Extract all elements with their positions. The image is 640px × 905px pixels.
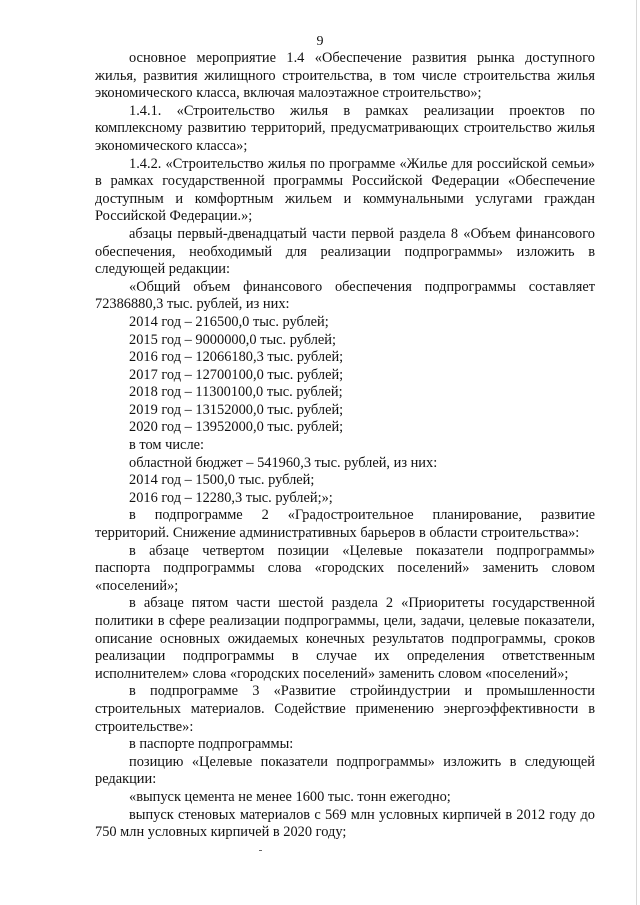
paragraph: выпуск стеновых материалов с 569 млн условных кирпичей в 2012 году до 750 млн условных кирпичей в 2020 году; <box>95 806 595 841</box>
funding-line: 2015 год – 9000000,0 тыс. рублей; <box>129 331 336 348</box>
funding-line: 2016 год – 12066180,3 тыс. рублей; <box>129 349 344 366</box>
paragraph: в абзаце пятом части шестой раздела 2 «Приоритеты государственной политики в сфере реализации подпрограммы, цели, задачи, целевые показатели, описание основных ожидаемых конечных результатов подпрограммы, сроков реализации подпрограммы в случае их определения ответственным исполнителем» слова «городских поселений» заменить словом «поселений»; <box>95 595 595 682</box>
funding-line: 2020 год – 13952000,0 тыс. рублей; <box>129 419 344 436</box>
paragraph: «выпуск цемента не менее 1600 тыс. тонн ежегодно; <box>129 788 451 805</box>
paragraph: основное мероприятие 1.4 «Обеспечение развития рынка доступного жилья, развития жилищного строительства, в том числе строительства жилья экономического класса, включая малоэтажное строительство»; <box>95 50 595 102</box>
funding-line: 2017 год – 12700100,0 тыс. рублей; <box>129 366 344 383</box>
funding-line: 2014 год – 216500,0 тыс. рублей; <box>129 313 329 330</box>
document-body <box>95 50 595 842</box>
paragraph: 1.4.2. «Строительство жилья по программе «Жилье для российской семьи» в рамках государственной программы Российской Федерации «Обеспечение доступным и комфортным жильем и коммунальными услугами граждан Российской Федерации.»; <box>95 155 595 225</box>
funding-line: областной бюджет – 541960,3 тыс. рублей, из них: <box>129 454 438 471</box>
funding-list <box>95 314 595 508</box>
paragraph: в подпрограмме 2 «Градостроительное планирование, развитие территорий. Снижение административных барьеров в области строительства»: <box>95 507 595 542</box>
paragraph: «Общий объем финансового обеспечения подпрограммы составляет 72386880,3 тыс. рублей, из них: <box>95 278 595 313</box>
paragraph: позицию «Целевые показатели подпрограммы» изложить в следующей редакции: <box>95 753 595 788</box>
paragraph: 1.4.1. «Строительство жилья в рамках реализации проектов по комплексному развитию территорий, предусматривающих строительство жилья экономического класса»; <box>95 102 595 154</box>
scan-edge <box>636 0 637 905</box>
paragraph: в паспорте подпрограммы: <box>129 736 294 753</box>
funding-line: 2019 год – 13152000,0 тыс. рублей; <box>129 401 344 418</box>
paragraph: в абзаце четвертом позиции «Целевые показатели подпрограммы» паспорта подпрограммы слова «городских поселений» заменить словом «поселений»; <box>95 542 595 594</box>
paragraph: абзацы первый-двенадцатый части первой раздела 8 «Объем финансового обеспечения, необходимый для реализации подпрограммы» изложить в следующей редакции: <box>95 225 595 278</box>
page-number: 9 <box>316 34 324 49</box>
scan-mark <box>259 850 262 851</box>
paragraph: в подпрограмме 3 «Развитие стройиндустрии и промышленности строительных материалов. Содействие применению энергоэффективности в строительстве»: <box>95 683 595 735</box>
funding-line: 2014 год – 1500,0 тыс. рублей; <box>129 472 315 489</box>
funding-line: 2018 год – 11300100,0 тыс. рублей; <box>129 384 343 401</box>
funding-line: 2016 год – 12280,3 тыс. рублей;»; <box>129 489 333 506</box>
funding-line: в том числе: <box>129 437 205 454</box>
